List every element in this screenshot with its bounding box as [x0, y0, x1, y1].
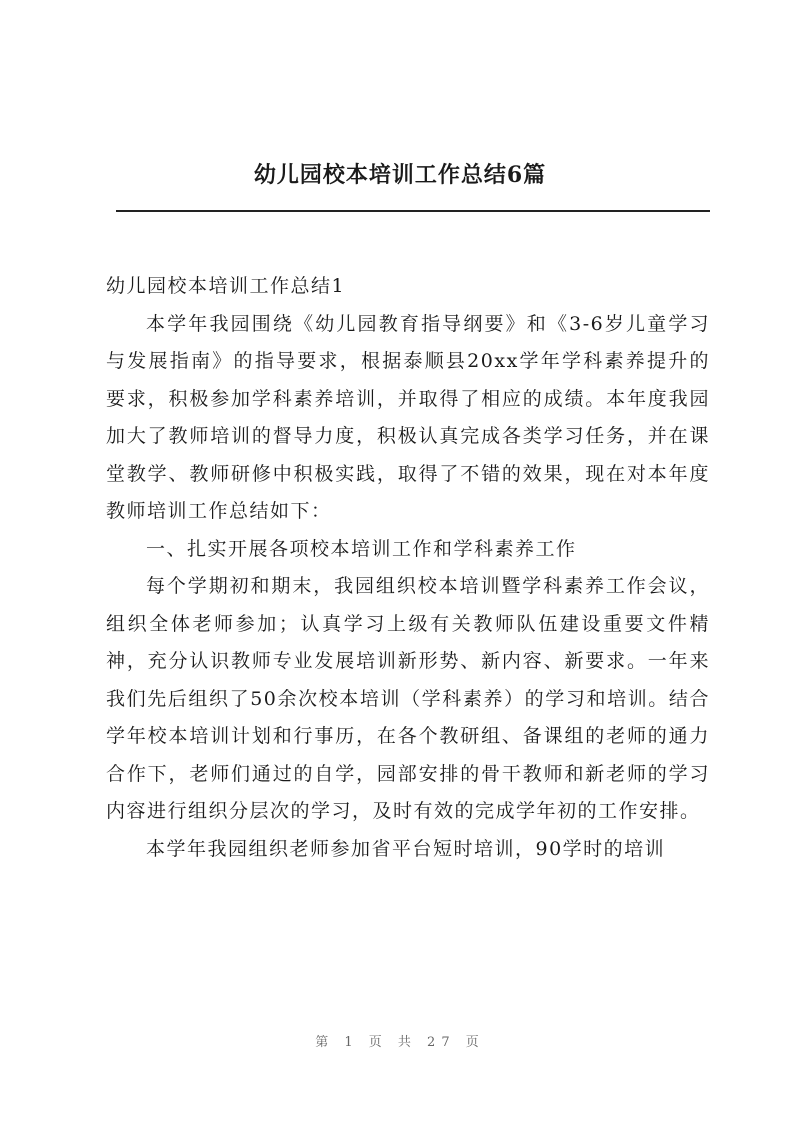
paragraph: 本学年我园围绕《幼儿园教育指导纲要》和《3-6岁儿童学习与发展指南》的指导要求，根据泰顺县20xx学年学科素养提升的要求，积极参加学科素养培训，并取得了相应的成绩。本年度我园加大了教师培训的督导力度，积极认真完成各类学习任务，并在课堂教学、教师研修中积极实践，取得了不错的效果，现在对本年度教师培训工作总结如下：: [106, 312, 710, 522]
paragraph: 每个学期初和期末，我园组织校本培训暨学科素养工作会议，组织全体老师参加；认真学习上级有关教师队伍建设重要文件精神，充分认识教师专业发展培训新形势、新内容、新要求。一年来我们先后组织了50余次校本培训（学科素养）的学习和培训。结合学年校本培训计划和行事历，在各个教研组、备课组的老师的通力合作下，老师们通过的自学，园部安排的骨干教师和新老师的学习内容进行组织分层次的学习，及时有效的完成学年初的工作安排。: [106, 575, 710, 822]
document-body: [106, 268, 710, 868]
document-title: 幼儿园校本培训工作总结6篇: [253, 162, 547, 188]
paragraph: 本学年我园组织老师参加省平台短时培训，90学时的培训: [146, 837, 666, 860]
title-divider: [116, 210, 710, 212]
subsection-heading: 一、扎实开展各项校本培训工作和学科素养工作: [146, 537, 577, 560]
page-number-footer: 第 1 页 共 27 页: [315, 1035, 485, 1050]
section-heading: 幼儿园校本培训工作总结1: [106, 275, 346, 297]
